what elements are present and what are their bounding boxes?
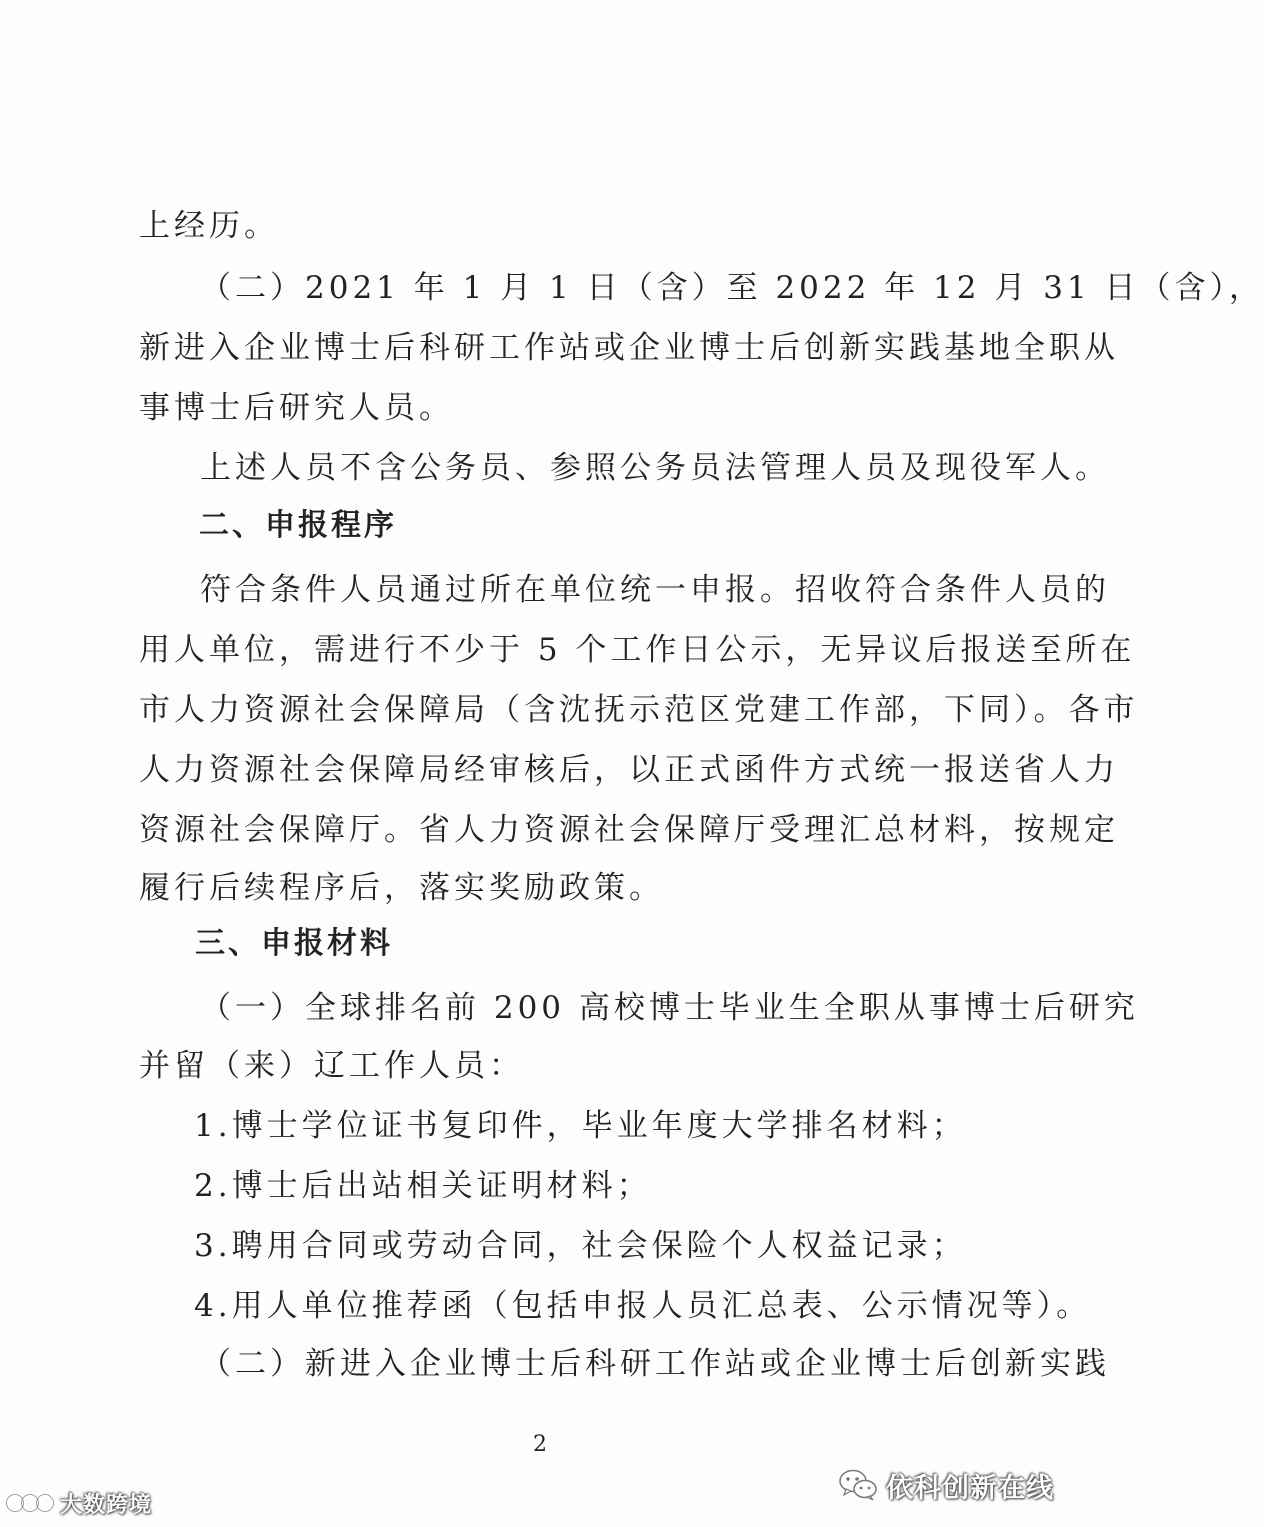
watermark-left-text: 大数跨境 <box>60 1492 153 1518</box>
logo-icon <box>6 1488 54 1518</box>
paragraph-line: （二）2021 年 1 月 1 日（含）至 2022 年 12 月 31 日（含）， <box>200 270 1264 306</box>
wechat-icon <box>838 1468 878 1502</box>
list-item: 4.用人单位推荐函（包括申报人员汇总表、公示情况等）。 <box>194 1288 1092 1324</box>
list-item: 1.博士学位证书复印件，毕业年度大学排名材料； <box>194 1108 967 1144</box>
paragraph-line: 上述人员不含公务员、参照公务员法管理人员及现役军人。 <box>200 450 1110 486</box>
paragraph-line: 履行后续程序后，落实奖励政策。 <box>139 870 664 906</box>
page-number: 2 <box>533 1432 547 1457</box>
paragraph-line: 用人单位，需进行不少于 5 个工作日公示，无异议后报送至所在 <box>139 632 1136 668</box>
right-watermark <box>838 1465 1054 1505</box>
paragraph-line: （一）全球排名前 200 高校博士毕业生全职从事博士后研究 <box>200 990 1139 1026</box>
paragraph-line: 符合条件人员通过所在单位统一申报。招收符合条件人员的 <box>200 572 1110 608</box>
list-item: 2.博士后出站相关证明材料； <box>194 1168 652 1204</box>
paragraph-line: 新进入企业博士后科研工作站或企业博士后创新实践基地全职从 <box>139 330 1119 366</box>
watermark-right-text: 依科创新在线 <box>886 1472 1054 1504</box>
paragraph-line: 资源社会保障厅。省人力资源社会保障厅受理汇总材料，按规定 <box>139 812 1119 848</box>
section-heading: 三、申报材料 <box>195 926 393 961</box>
paragraph-line: （二）新进入企业博士后科研工作站或企业博士后创新实践 <box>200 1346 1110 1382</box>
paragraph-line: 人力资源社会保障局经审核后，以正式函件方式统一报送省人力 <box>139 752 1119 788</box>
section-heading: 二、申报程序 <box>199 508 397 543</box>
paragraph-line: 上经历。 <box>139 208 279 244</box>
paragraph-line: 市人力资源社会保障局（含沈抚示范区党建工作部，下同）。各市 <box>139 692 1139 728</box>
paragraph-line: 事博士后研究人员。 <box>139 390 454 426</box>
list-item: 3.聘用合同或劳动合同，社会保险个人权益记录； <box>194 1228 967 1264</box>
paragraph-line: 并留（来）辽工作人员： <box>139 1048 524 1084</box>
left-watermark <box>6 1486 152 1520</box>
